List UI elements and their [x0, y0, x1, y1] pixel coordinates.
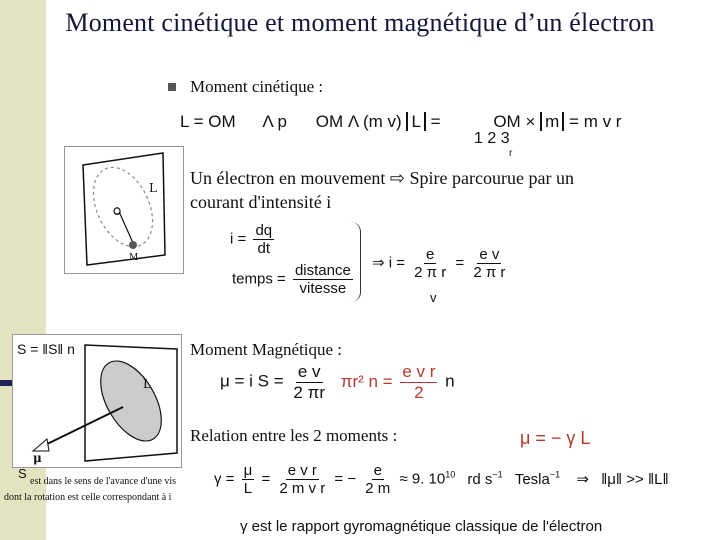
eq-L-mod: L: [243, 480, 253, 498]
eq-e-2: e: [373, 462, 382, 479]
eq-wedge-2: Λ: [347, 112, 359, 131]
mu-gamma-L-relation: μ = − γ L: [520, 428, 591, 448]
eq-temps: temps =: [232, 270, 286, 288]
footer-text: γ est le rapport gyromagnétique classique de l'électron: [240, 518, 603, 535]
eq-mv: (m v): [363, 112, 402, 131]
note-S-symbol: S: [18, 466, 27, 481]
eq-dq: dq: [255, 222, 273, 239]
eq-equals-4: =: [261, 470, 271, 488]
time-definition-eq: [232, 262, 356, 298]
eq-exp: 10: [445, 469, 456, 480]
eq-implies: ⇒ i =: [372, 254, 405, 272]
eq-evr-2: e v r: [287, 462, 317, 479]
eq-two-pi-r: 2 π r: [414, 264, 447, 282]
eq-L-symbol: L: [180, 112, 189, 131]
eq-L-modulus: L: [406, 112, 425, 131]
eq-pi-r2-n: πr² n =: [340, 371, 393, 391]
eq-gamma: γ =: [214, 470, 235, 488]
eq-mu: μ = i S =: [220, 371, 284, 391]
eq-two-pi-r-2: 2 π r: [473, 264, 506, 282]
section-heading-relation: Relation entre les 2 moments :: [190, 426, 398, 445]
eq-dt: dt: [257, 240, 271, 258]
eq-OM: OM: [208, 112, 236, 131]
eq-n: n: [445, 371, 455, 391]
eq-compare: ‖μ‖ >> ‖L‖: [601, 470, 669, 488]
eq-units-exp: −1: [492, 469, 503, 480]
eq-m-modulus: m: [540, 112, 564, 131]
eq-ev: e v: [479, 246, 500, 263]
eq-mvr: m v r: [583, 112, 622, 131]
eq-distance: distance: [294, 262, 351, 279]
orbit-diagram: [65, 147, 183, 273]
note-line-2: dont la rotation est celle correspondant à i: [4, 492, 172, 503]
eq-mu-mod: μ: [243, 462, 253, 479]
eq-e: e: [426, 246, 435, 263]
note-line-1: est dans le sens de l'avance d'une vis: [30, 476, 177, 487]
eq-index-numbers: 1 2 3: [474, 130, 510, 147]
section-heading-moment-magnetique: Moment Magnétique :: [190, 340, 343, 359]
bullet-square-icon: [168, 83, 176, 91]
eq-vitesse: vitesse: [299, 280, 347, 298]
eq-units: rd s: [467, 470, 493, 488]
area-vector-formula: S = ‖S‖ n: [17, 341, 75, 357]
eq-i: i =: [230, 230, 247, 248]
eq-tesla-exp: −1: [549, 469, 561, 480]
magnetic-label-L: L: [143, 377, 151, 391]
eq-p: p: [277, 112, 287, 131]
angular-momentum-equation: L = OM Λ p OM Λ (m v) L = OM × m = m v r: [180, 112, 622, 131]
magnetic-figure: [12, 334, 182, 468]
eq-OM-modulus: OM: [493, 112, 521, 131]
eq-two: 2: [414, 382, 424, 402]
eq-evr: e v r: [402, 362, 436, 381]
magnetic-label-mu: μ: [33, 451, 42, 465]
eq-OM-2: OM: [315, 112, 344, 131]
orbit-figure: [64, 146, 184, 274]
eq-equals-2: =: [569, 112, 579, 131]
orbit-label-L: L: [149, 181, 157, 195]
eq-v-small: v: [430, 290, 437, 305]
eq-equals-minus: = −: [334, 470, 357, 488]
gyromagnetic-ratio-eq: [214, 462, 669, 498]
eq-ev-2: e v: [297, 362, 321, 381]
eq-tesla: Tesla: [514, 470, 550, 488]
eq-equals: =: [193, 112, 204, 131]
eq-2pir: 2 πr: [293, 382, 325, 402]
electron-loop-text-line1: Un électron en mouvement ⇨ Spire parcourue par un: [190, 168, 574, 188]
eq-implies-2: ⇒: [576, 470, 589, 488]
eq-approx: ≈ 9. 10: [399, 470, 446, 488]
current-result-eq: [372, 246, 510, 282]
eq-2mvr: 2 m v r: [279, 480, 326, 498]
eq-2m: 2 m: [365, 480, 391, 498]
brace-icon: [346, 222, 361, 302]
electron-loop-text-line2: courant d'intensité i: [190, 192, 332, 212]
orbit-label-O: O: [113, 207, 122, 218]
magnetic-moment-eq: [220, 362, 455, 402]
section-heading-moment-cinetique: Moment cinétique :: [190, 77, 324, 96]
orbit-label-M: M: [129, 253, 139, 263]
eq-r-small: r: [509, 148, 513, 159]
eq-equals-3: =: [455, 254, 465, 272]
eq-wedge: Λ: [262, 112, 273, 131]
current-definition-eq: [230, 222, 277, 258]
slide-title: Moment cinétique et moment magnétique d’un électron: [65, 8, 655, 37]
eq-times: ×: [525, 112, 536, 131]
